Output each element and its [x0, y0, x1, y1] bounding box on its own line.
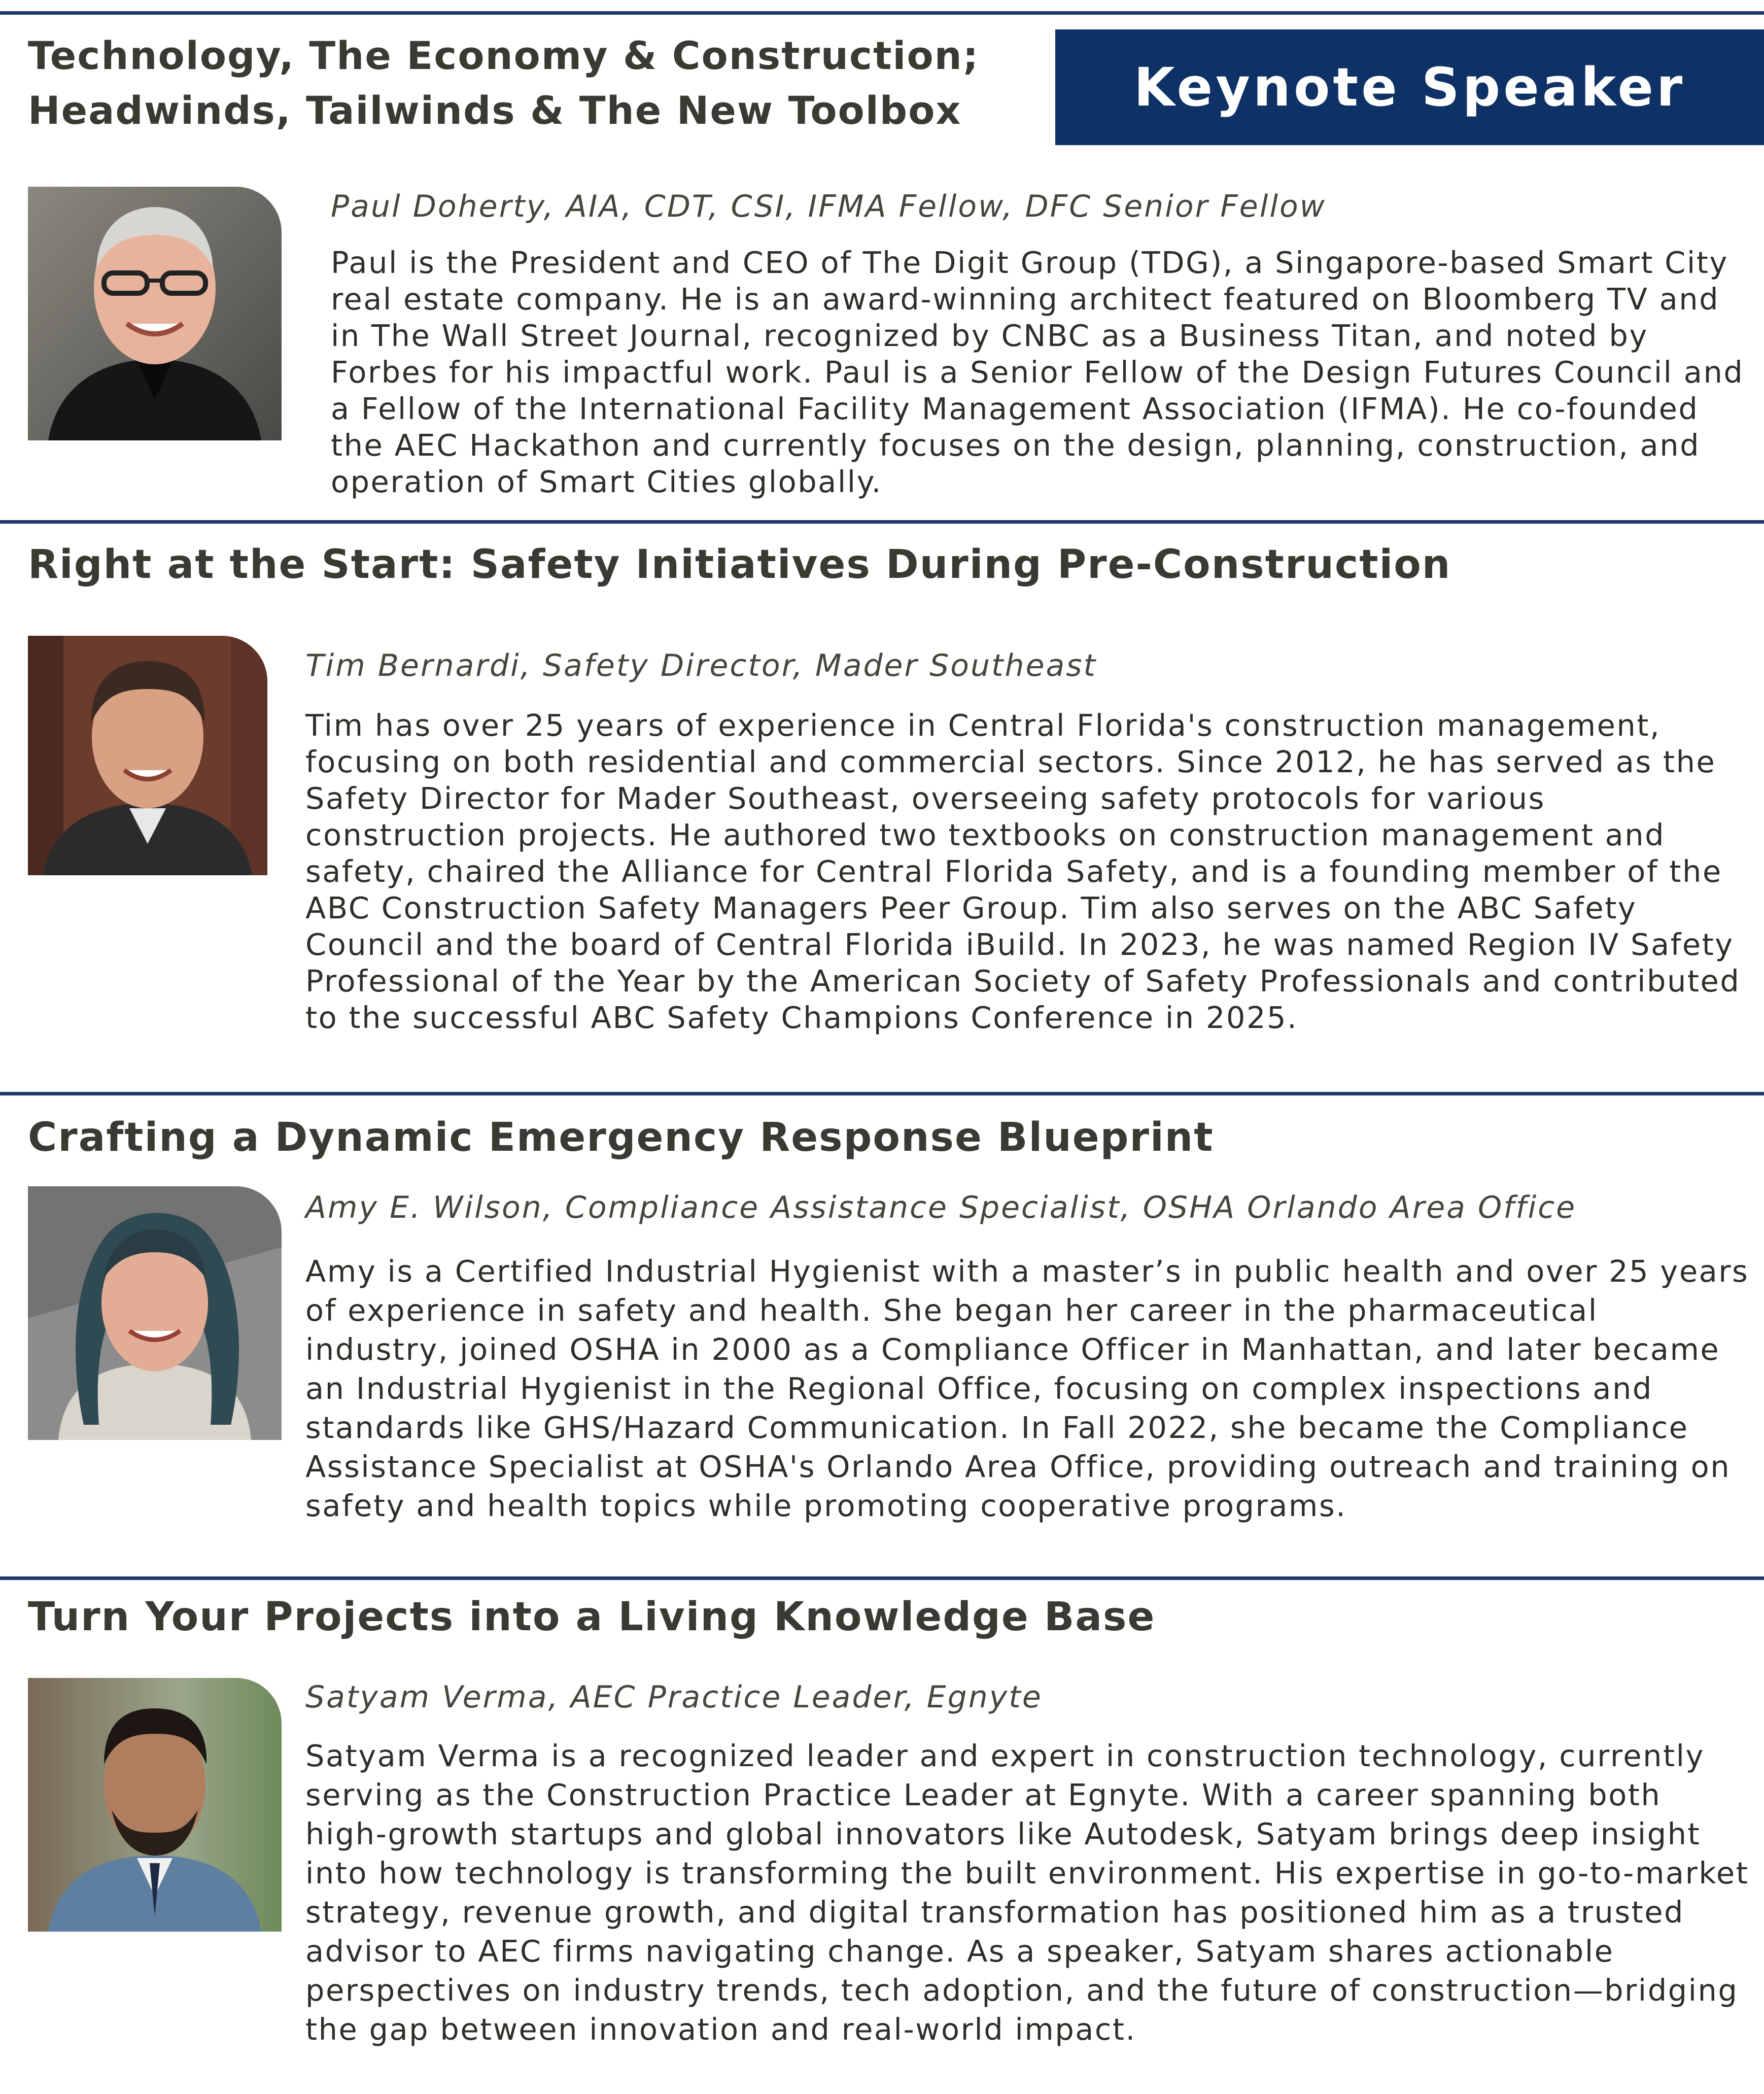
section-divider: [0, 1576, 1764, 1580]
session-speaker-name: Amy E. Wilson, Compliance Assistance Specialist, OSHA Orlando Area Office: [305, 1190, 1577, 1225]
keynote-speaker-bio: Paul is the President and CEO of The Digit Group (TDG), a Singapore-based Smart City real estate company. He is an award-winning architect featured on Bloomberg TV and in The Wall Street Journal, recognized by CNBC as a Business Titan, and noted by Forbes for his impactful work. Paul is a Senior Fellow of the Design Futures Council and a Fellow of the International Facility Management Association (IFMA). He co-founded the AEC Hackathon and currently focuses on the design, planning, construction, and operation of Smart Cities globally.: [331, 245, 1744, 499]
speaker-photo-satyam-verma: [28, 1678, 282, 1932]
session-speaker-name: Satyam Verma, AEC Practice Leader, Egnyte: [305, 1679, 1043, 1715]
section-divider: [0, 520, 1764, 524]
keynote-title-line-1: Technology, The Economy & Construction;: [28, 33, 980, 78]
session-speaker-bio: Amy is a Certified Industrial Hygienist with a master’s in public health and over 25 years of experience in safety and health. She began her career in the pharmaceutical industry, joined OSHA in 2000 as a Compliance Officer in Manhattan, and later became an Industrial Hygienist in the Regional Office, focusing on complex inspections and standards like GHS/Hazard Communication. In Fall 2022, she became the Compliance Assistance Specialist at OSHA's Orlando Area Office, providing outreach and training on safety and health topics while promoting cooperative programs.: [305, 1254, 1749, 1523]
session-title: Crafting a Dynamic Emergency Response Blueprint: [28, 1115, 1214, 1160]
speaker-photo-tim-bernardi: [28, 636, 267, 875]
keynote-badge-label: Keynote Speaker: [1133, 56, 1686, 118]
top-divider: [0, 11, 1764, 15]
speaker-photo-amy-wilson: [28, 1186, 282, 1440]
session-speaker-name: Tim Bernardi, Safety Director, Mader Southeast: [305, 648, 1097, 683]
keynote-title-line-2: Headwinds, Tailwinds & The New Toolbox: [28, 88, 962, 133]
session-title: Right at the Start: Safety Initiatives During Pre-Construction: [28, 542, 1451, 588]
section-divider: [0, 1092, 1764, 1095]
speaker-photo-paul-doherty: [28, 187, 282, 440]
keynote-speaker-badge: [1055, 29, 1764, 145]
session-speaker-bio: Tim has over 25 years of experience in Central Florida's construction management, focusing on both residential and commercial sectors. Since 2012, he has served as the Safety Director for Mader Southeast, overseeing safety protocols for various construction projects. He authored two textbooks on construction management and safety, chaired the Alliance for Central Florida Safety, and is a founding member of the ABC Construction Safety Managers Peer Group. Tim also serves on the ABC Safety Council and the board of Central Florida iBuild. In 2023, he was named Region IV Safety Professional of the Year by the American Society of Safety Professionals and contributed to the successful ABC Safety Champions Conference in 2025.: [305, 708, 1741, 1035]
keynote-speaker-name: Paul Doherty, AIA, CDT, CSI, IFMA Fellow, DFC Senior Fellow: [331, 189, 1326, 224]
session-speaker-bio: Satyam Verma is a recognized leader and expert in construction technology, currently serving as the Construction Practice Leader at Egnyte. With a career spanning both high-growth startups and global innovators like Autodesk, Satyam brings deep insight into how technology is transforming the built environment. His expertise in go-to-market strategy, revenue growth, and digital transformation has positioned him as a trusted advisor to AEC firms navigating change. As a speaker, Satyam shares actionable perspectives on industry trends, tech adoption, and the future of construction—bridging the gap between innovation and real-world impact.: [305, 1738, 1749, 2047]
session-title: Turn Your Projects into a Living Knowledge Base: [28, 1594, 1156, 1640]
